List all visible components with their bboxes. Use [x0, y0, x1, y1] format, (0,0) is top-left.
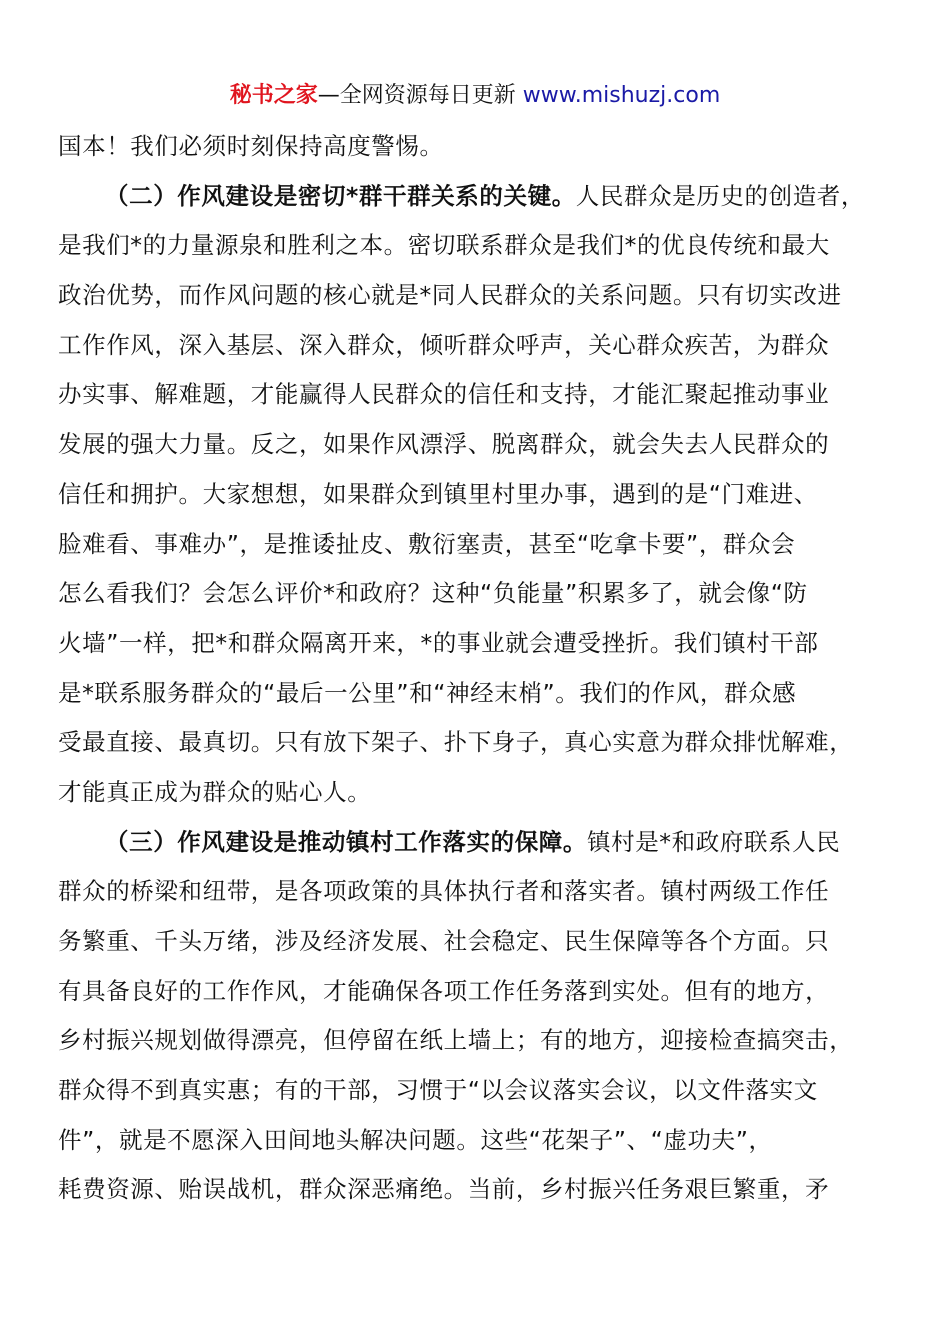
- line-text: 乡村振兴规划做得漂亮，但停留在纸上墙上；有的地方，迎接检查搞突击，: [58, 1026, 854, 1055]
- document-body: [58, 122, 900, 1215]
- site-header: [0, 80, 950, 112]
- text-line: [58, 271, 900, 321]
- line-text: 耗费资源、贻误战机，群众深恶痛绝。当前，乡村振兴任务艰巨繁重，矛: [58, 1175, 830, 1204]
- text-line: [58, 420, 900, 470]
- line-text: 脸难看、事难办”，是推诿扯皮、敷衍塞责，甚至“吃拿卡要”，群众会: [58, 529, 796, 558]
- text-line: [58, 917, 900, 967]
- text-line: [58, 1066, 900, 1116]
- line-text: 火墙”一样，把*和群众隔离开来，*的事业就会遭受挫折。我们镇村干部: [58, 628, 819, 657]
- line-text: 务繁重、千头万绪，涉及经济发展、社会稳定、民生保障等各个方面。只: [58, 927, 830, 955]
- text-line: [58, 867, 900, 917]
- text-line: [58, 1165, 900, 1215]
- line-text: 办实事、解难题，才能赢得人民群众的信任和支持，才能汇聚起推动事业: [58, 380, 830, 409]
- line-text: 才能真正成为群众的贴心人。: [58, 777, 372, 806]
- line-text: 国本！我们必须时刻保持高度警惕。: [58, 132, 444, 160]
- line-text: 发展的强大力量。反之，如果作风漂浮、脱离群众，就会失去人民群众的: [58, 430, 830, 459]
- text-line: [58, 221, 900, 271]
- line-text: 有具备良好的工作作风，才能确保各项工作任务落到实处。但有的地方，: [58, 976, 830, 1005]
- text-line: [58, 470, 900, 520]
- section-heading-line: [58, 172, 900, 222]
- line-text: 政治优势，而作风问题的核心就是*同人民群众的关系问题。只有切实改进: [58, 281, 842, 310]
- text-line: [58, 321, 900, 371]
- text-line: [58, 370, 900, 420]
- section-heading-line: [58, 818, 900, 868]
- text-line: [58, 768, 900, 818]
- line-text: 怎么看我们？会怎么评价*和政府？这种“负能量”积累多了，就会像“防: [58, 579, 808, 608]
- header-tagline: —全网资源每日更新: [317, 83, 523, 108]
- text-line: [58, 718, 900, 768]
- text-line: [58, 569, 900, 619]
- line-text: 信任和拥护。大家想想，如果群众到镇里村里办事，遇到的是“门难进、: [58, 479, 818, 508]
- brand-name: 秘书之家: [229, 83, 318, 108]
- line-text: 受最直接、最真切。只有放下架子、扑下身子，真心实意为群众排忧解难，: [58, 728, 854, 757]
- text-line: [58, 520, 900, 570]
- line-text: 工作作风，深入基层、深入群众，倾听群众呼声，关心群众疾苦，为群众: [58, 330, 830, 359]
- text-line: [58, 122, 900, 172]
- text-line: [58, 619, 900, 669]
- line-text: 群众得不到真实惠；有的干部，习惯于“以会议落实会议，以文件落实文: [58, 1076, 818, 1105]
- text-line: [58, 967, 900, 1017]
- section-heading: （三）作风建设是推动镇村工作落实的保障。: [105, 827, 587, 856]
- line-text: 人民群众是历史的创造者，: [575, 181, 865, 210]
- line-text: 群众的桥梁和纽带，是各项政策的具体执行者和落实者。镇村两级工作任: [58, 877, 830, 906]
- text-line: [58, 1016, 900, 1066]
- line-text: 是我们*的力量源泉和胜利之本。密切联系群众是我们*的优良传统和最大: [58, 231, 830, 260]
- text-line: [58, 1116, 900, 1166]
- line-text: 是*联系服务群众的“最后一公里”和“神经末梢”。我们的作风，群众感: [58, 678, 797, 707]
- site-url[interactable]: www.mishuzj.com: [522, 83, 721, 108]
- section-heading: （二）作风建设是密切*群干群关系的关键。: [105, 181, 576, 210]
- text-line: [58, 669, 900, 719]
- line-text: 镇村是*和政府联系人民: [587, 827, 841, 856]
- line-text: 件”，就是不愿深入田间地头解决问题。这些“花架子”、“虚功夫”，: [58, 1125, 773, 1154]
